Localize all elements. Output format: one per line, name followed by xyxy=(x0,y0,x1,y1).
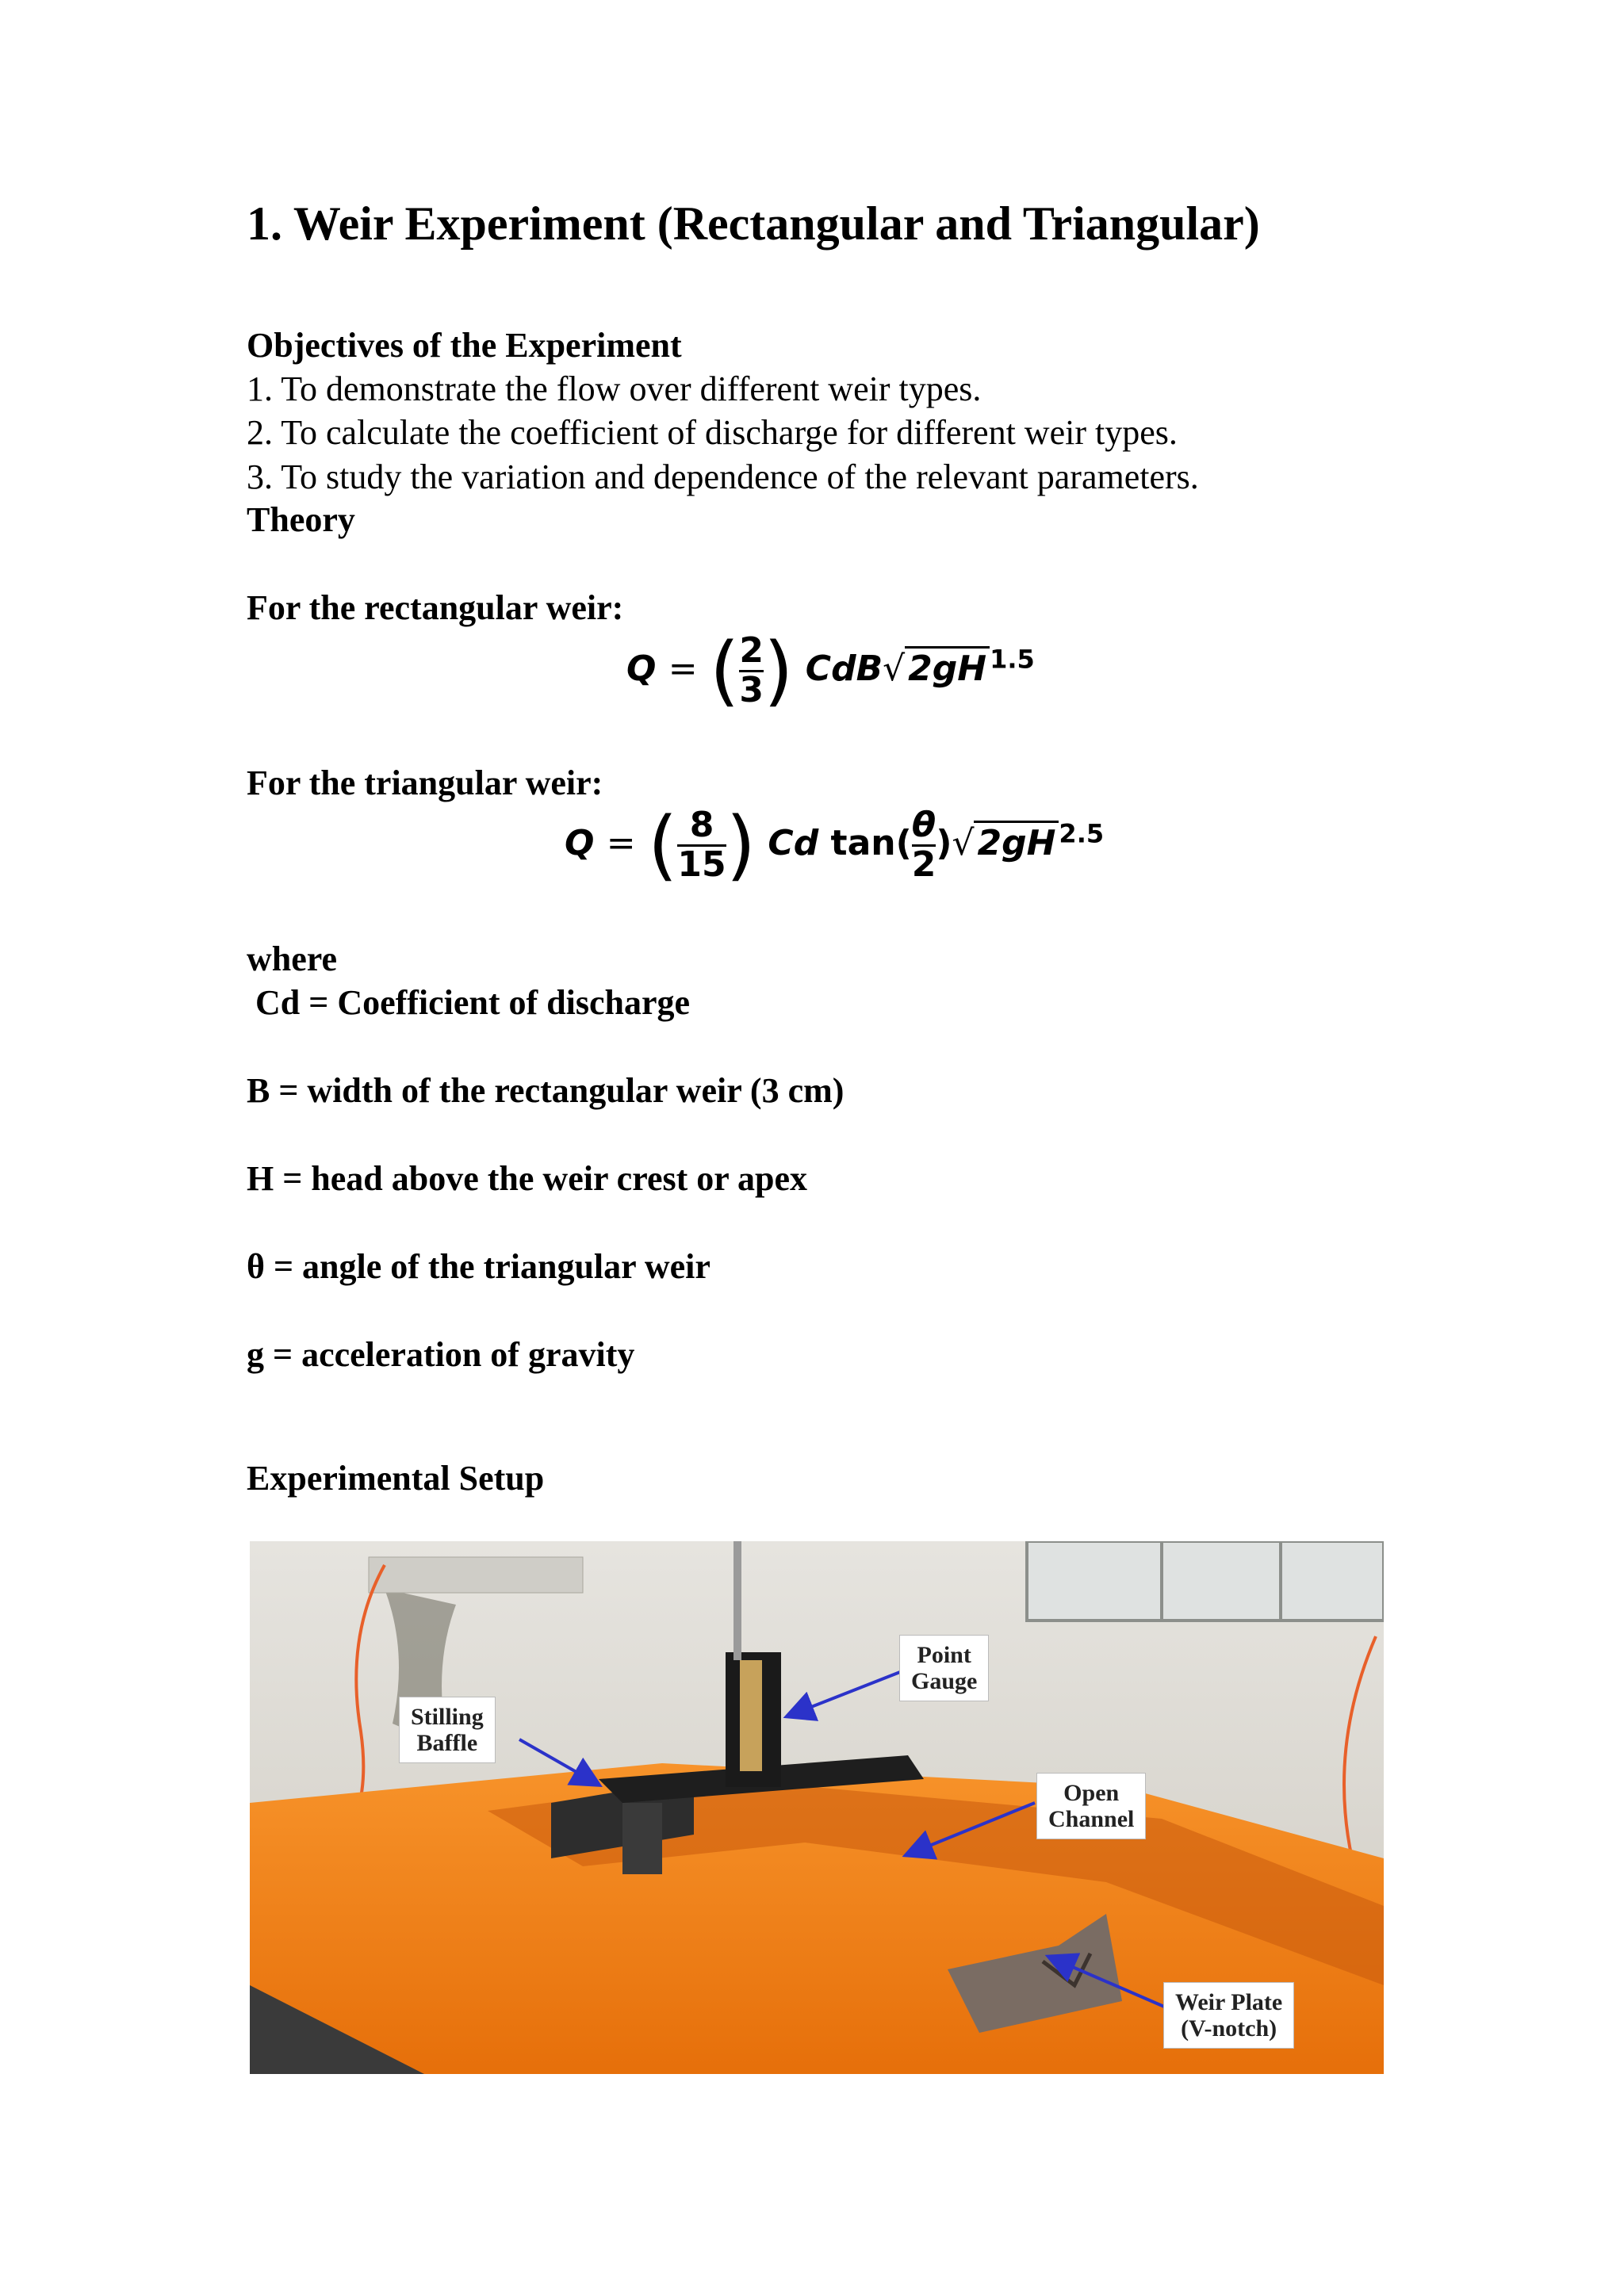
theta-numerator: θ xyxy=(911,805,936,846)
sqrt-symbol: √ xyxy=(952,823,975,863)
objective-item-1: 1. To demonstrate the flow over different weir types. xyxy=(247,369,982,408)
label-point-gauge xyxy=(899,1635,989,1701)
eq-close-paren: ) xyxy=(936,823,952,863)
gauge-leg xyxy=(622,1803,662,1874)
objective-item-2: 2. To calculate the coefficient of discharge for different weir types. xyxy=(247,413,1178,452)
where-label: where xyxy=(247,939,338,978)
definition-g: g = acceleration of gravity xyxy=(247,1335,635,1374)
objectives-heading: Objectives of the Experiment xyxy=(247,326,682,365)
rect-weir-equation xyxy=(626,626,1035,715)
page-title: 1. Weir Experiment (Rectangular and Triangular) xyxy=(247,197,1260,250)
sqrt-symbol: √ xyxy=(883,649,906,689)
rect-weir-label: For the rectangular weir: xyxy=(247,588,624,627)
label-line: Stilling xyxy=(411,1704,484,1730)
definition-b: B = width of the rectangular weir (3 cm) xyxy=(247,1071,845,1110)
paren-open: ( xyxy=(647,801,678,890)
fraction xyxy=(739,630,764,710)
label-line: Point xyxy=(917,1642,971,1668)
theory-heading: Theory xyxy=(247,500,355,539)
exponent: 2.5 xyxy=(1059,818,1105,849)
theta-fraction xyxy=(911,805,936,885)
fraction xyxy=(677,805,726,885)
numerator: 8 xyxy=(689,805,714,846)
setup-photo xyxy=(250,1541,1384,2074)
paren-close: ) xyxy=(764,626,794,715)
label-stilling-baffle xyxy=(399,1697,496,1763)
tri-weir-equation xyxy=(565,801,1104,890)
eq-body: CdB xyxy=(805,649,883,689)
denominator: 15 xyxy=(677,844,726,885)
label-open-channel xyxy=(1036,1773,1146,1839)
label-line: (V-notch) xyxy=(1181,2015,1277,2042)
definition-cd: Cd = Coefficient of discharge xyxy=(255,983,691,1022)
sqrt-content: 2gH xyxy=(905,646,990,689)
sqrt-content: 2gH xyxy=(974,821,1059,863)
label-line: Channel xyxy=(1048,1806,1135,1832)
label-line: Open xyxy=(1063,1780,1120,1806)
eq-sign: = xyxy=(606,823,636,863)
wall-shelf xyxy=(369,1557,583,1593)
theta-denominator: 2 xyxy=(911,844,936,885)
numerator: 2 xyxy=(739,630,764,672)
label-weir-plate xyxy=(1163,1982,1294,2049)
paren-open: ( xyxy=(709,626,740,715)
gauge-scale xyxy=(740,1660,762,1771)
denominator: 3 xyxy=(739,669,764,710)
definition-h: H = head above the weir crest or apex xyxy=(247,1159,807,1198)
eq-sign: = xyxy=(668,649,698,689)
objective-item-3: 3. To study the variation and dependence of the relevant parameters. xyxy=(247,457,1199,496)
paren-close: ) xyxy=(726,801,756,890)
eq-lhs: Q xyxy=(565,823,595,863)
setup-heading: Experimental Setup xyxy=(247,1459,545,1498)
label-line: Gauge xyxy=(911,1668,978,1694)
exponent: 1.5 xyxy=(990,644,1035,675)
eq-cd: Cd xyxy=(768,823,819,863)
window xyxy=(1027,1541,1384,1621)
eq-lhs: Q xyxy=(626,649,657,689)
eq-tan: tan( xyxy=(830,823,912,863)
label-line: Weir Plate xyxy=(1175,1989,1283,2015)
tri-weir-label: For the triangular weir: xyxy=(247,763,603,802)
label-line: Baffle xyxy=(416,1730,478,1756)
definition-theta: θ = angle of the triangular weir xyxy=(247,1247,710,1286)
